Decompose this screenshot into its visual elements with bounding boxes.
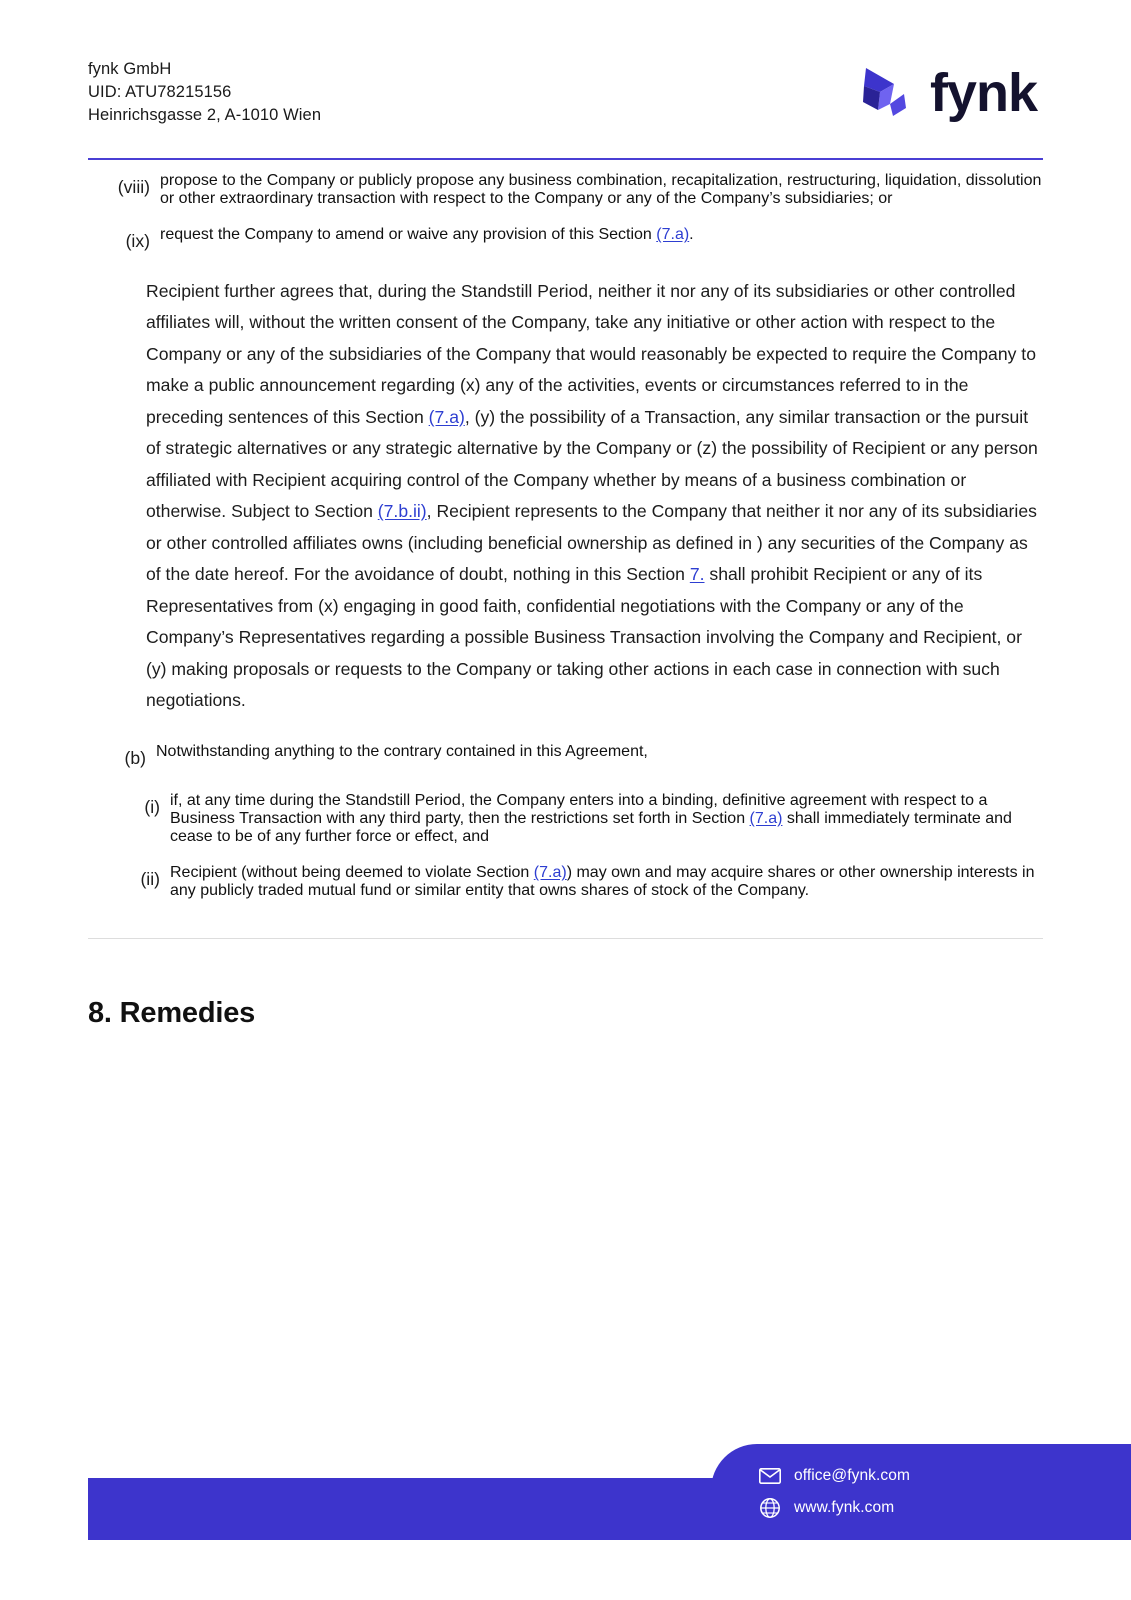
footer-website-text: www.fynk.com: [794, 1499, 895, 1516]
section-reference-link[interactable]: (7.a): [533, 864, 567, 881]
list-marker: (b): [124, 747, 146, 768]
clause-viii-text: propose to the Company or publicly propose any business combination, recapitalization, restructuring, liquidation, dissolution or other extraordinary transaction with respect to the Company or any of the Company’s subsidiaries; or: [160, 172, 1042, 207]
section-reference-link[interactable]: (7.b.ii): [377, 501, 427, 521]
list-marker: (viii): [117, 177, 150, 197]
standstill-part-2: , (y) the possibility of a Transaction, any similar transaction or the pursuit of strategic alternatives or any strategic alternative by the Company or (z) the possibility of Recipient or any person affiliated with Recipient acquiring control of the Company whether by means of a business combination or otherwise. Subject to Section: [146, 406, 1038, 521]
header-divider: [88, 158, 1043, 160]
list-item: [88, 226, 1043, 258]
clause-b-ii-text: Recipient (without being deemed to violate Section: [170, 864, 534, 881]
company-name: fynk GmbH: [88, 60, 172, 78]
section-reference-link[interactable]: (7.a): [749, 810, 783, 827]
list-marker: (i): [144, 797, 160, 817]
clause-ix-text-end: .: [689, 226, 694, 243]
list-item-text: [170, 792, 1043, 846]
list-item: [88, 743, 1043, 775]
list-item-text: [170, 864, 1043, 900]
company-uid: UID: ATU78215156: [88, 83, 232, 101]
section-reference-link[interactable]: (7.a): [656, 226, 690, 243]
section-reference-link[interactable]: (7.a): [428, 406, 465, 427]
list-item: [88, 864, 1043, 900]
clause-b-ii-text-end: ) may own and may acquire shares or other ownership interests in any publicly traded mutual fund or similar entity that owns shares of stock of the Company.: [170, 864, 1035, 899]
footer-website-row[interactable]: [759, 1492, 1131, 1524]
list-marker: (ii): [140, 869, 160, 889]
clause-b-i-text-end: shall immediately terminate and cease to be of any further force or effect, and: [170, 810, 1012, 845]
clause-b-i-text: if, at any time during the Standstill Period, the Company enters into a binding, definitive agreement with respect to a Business Transaction with any third party, then the restrictions set forth in Section: [170, 792, 988, 827]
list-item: [88, 172, 1043, 208]
list-item: [88, 792, 1043, 846]
standstill-part-3: , Recipient represents to the Company that neither it nor any of its subsidiaries or other controlled affiliates owns (including beneficial ownership as defined in ) any securities of the Company as of the date hereof. For the avoidance of doubt, nothing in this Section: [146, 501, 1037, 584]
list-item-text: [156, 743, 1043, 775]
list-marker: (ix): [125, 231, 150, 251]
envelope-icon: [759, 1465, 781, 1487]
footer-email-text: office@fynk.com: [794, 1467, 911, 1484]
standstill-paragraph: [146, 276, 1043, 717]
document-content: [88, 172, 1043, 1030]
fynk-logo: [860, 64, 1037, 122]
section-heading-remedies: 8. Remedies: [88, 997, 256, 1029]
company-address-block: [88, 58, 321, 127]
clause-ix-text: request the Company to amend or waive any provision of this Section: [160, 226, 657, 243]
list-item-text: [160, 226, 1043, 258]
company-address: Heinrichsgasse 2, A-1010 Wien: [88, 106, 322, 124]
footer-email-row[interactable]: [759, 1460, 1131, 1492]
section-reference-link[interactable]: 7.: [689, 564, 705, 584]
fynk-logo-text: fynk: [929, 63, 1037, 123]
fynk-logo-mark-icon: [860, 64, 920, 122]
footer-contact-list: [711, 1444, 1131, 1540]
list-item-text: [160, 172, 1043, 208]
clause-b-text: Notwithstanding anything to the contrary contained in this Agreement,: [156, 742, 648, 760]
page-footer: [88, 1444, 1131, 1540]
standstill-part-1: Recipient further agrees that, during the Standstill Period, neither it nor any of its subsidiaries or other controlled affiliates will, without the written consent of the Company, take any initiative or other action with respect to the Company or any of the subsidiaries of the Company that would reasonably be expected to require the Company to make a public announcement regarding (x) any of the activities, events or circumstances referred to in the preceding sentences of this Section: [146, 280, 1036, 427]
section-divider: [88, 938, 1043, 939]
standstill-part-4: shall prohibit Recipient or any of its Representatives from (x) engaging in good faith, confidential negotiations with the Company or any of the Company’s Representatives regarding a possible Business Transaction involving the Company and Recipient, or (y) making proposals or requests to the Company or taking other actions in each case in connection with such negotiations.: [146, 564, 1022, 710]
page-header: [88, 58, 1043, 153]
globe-icon: [759, 1497, 781, 1519]
